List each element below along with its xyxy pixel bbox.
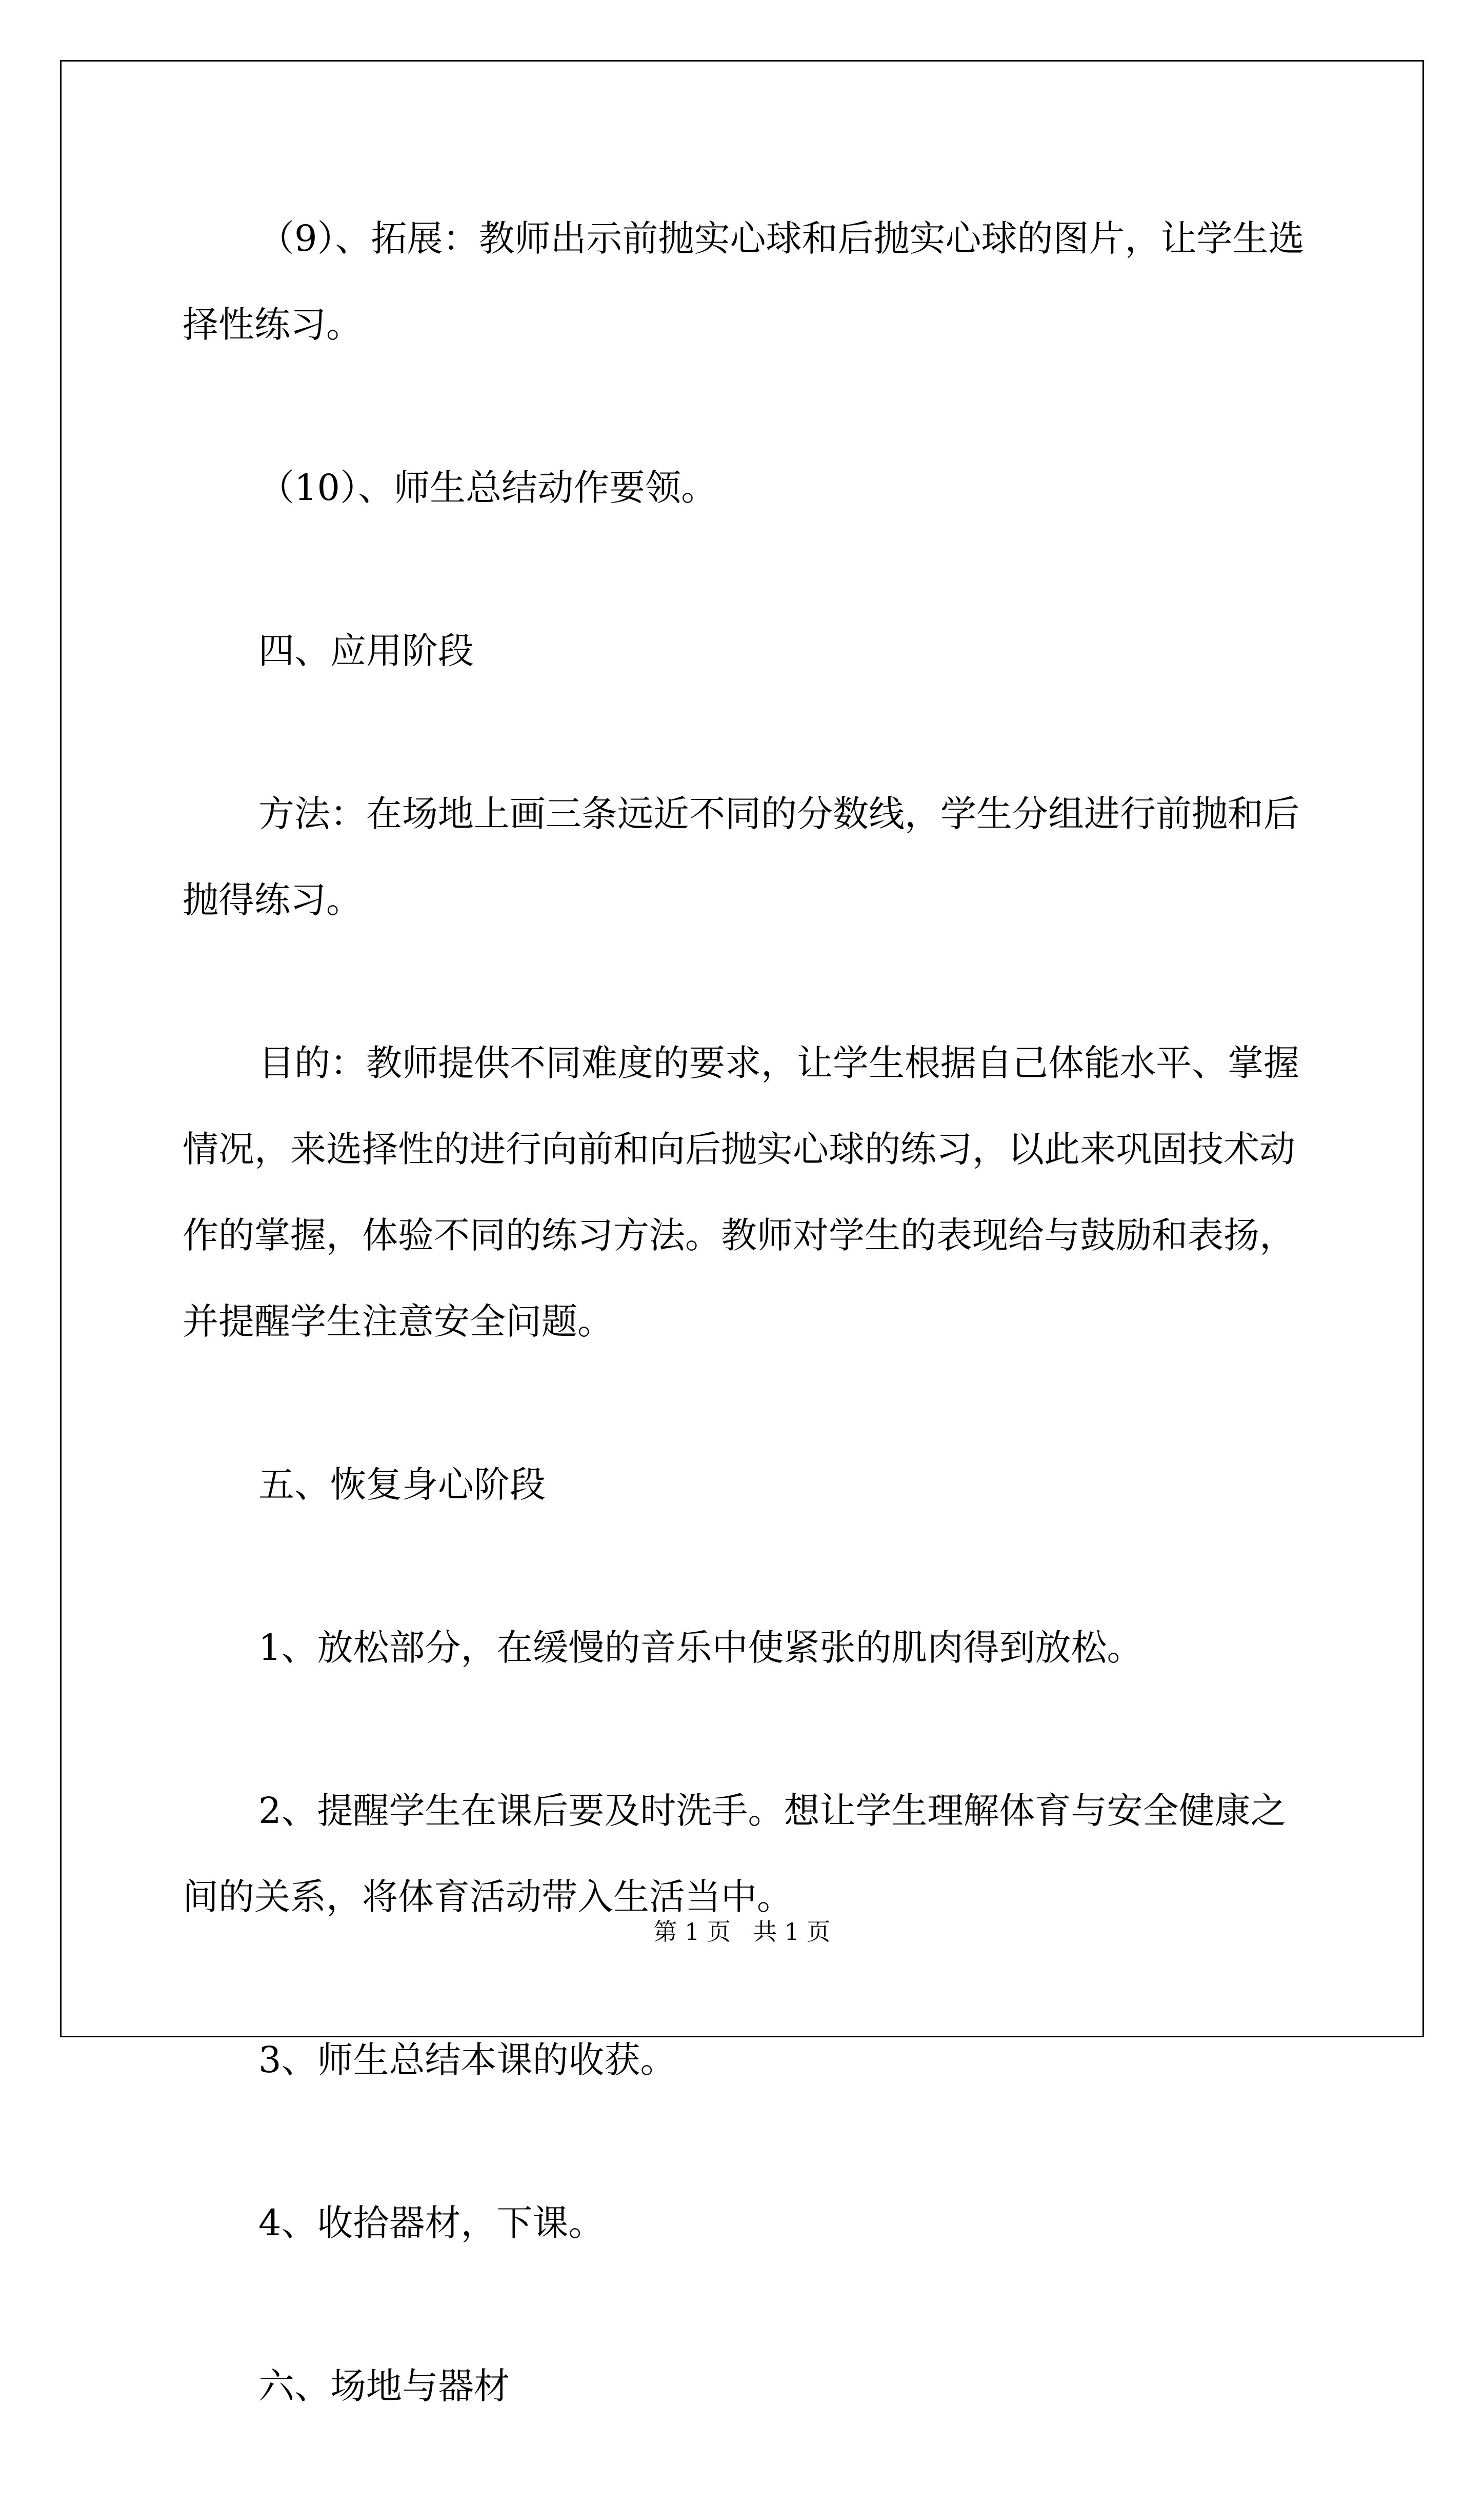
heading-application-stage: 四、应用阶段 [258, 630, 474, 672]
document-body [183, 195, 1308, 2506]
paragraph-hand-washing: 2、提醒学生在课后要及时洗手。想让学生理解体育与安全健康之间的关系，将体育活动带入生活当中。 [183, 1790, 1287, 1918]
paragraph-summary-essentials: （10）、师生总结动作要领。 [258, 467, 717, 509]
page-number-footer: 第 1 页 共 1 页 [653, 1918, 831, 1946]
heading-venue-equipment: 六、场地与器材 [258, 2365, 510, 2407]
paragraph-purpose: 目的：教师提供不同难度的要求，让学生根据自己体能水平、掌握情况，来选择性的进行向前和向后抛实心球的练习，以此来巩固技术动作的掌握，体验不同的练习方法。教师对学生的表现给与鼓励和表扬，并提醒学生注意安全问题。 [183, 1042, 1299, 1342]
paragraph-class-summary: 3、师生总结本课的收获。 [258, 2039, 676, 2081]
paragraph-method: 方法：在场地上画三条远近不同的分数线，学生分组进行前抛和后抛得练习。 [183, 793, 1299, 921]
paragraph-extension: （9）、拓展：教师出示前抛实心球和后抛实心球的图片，让学生选择性练习。 [183, 217, 1305, 346]
paragraph-relaxation: 1、放松部分，在缓慢的音乐中使紧张的肌肉得到放松。 [258, 1627, 1143, 1669]
heading-recovery-stage: 五、恢复身心阶段 [258, 1463, 546, 1506]
paragraph-pack-equipment: 4、收拾器材，下课。 [258, 2202, 605, 2244]
